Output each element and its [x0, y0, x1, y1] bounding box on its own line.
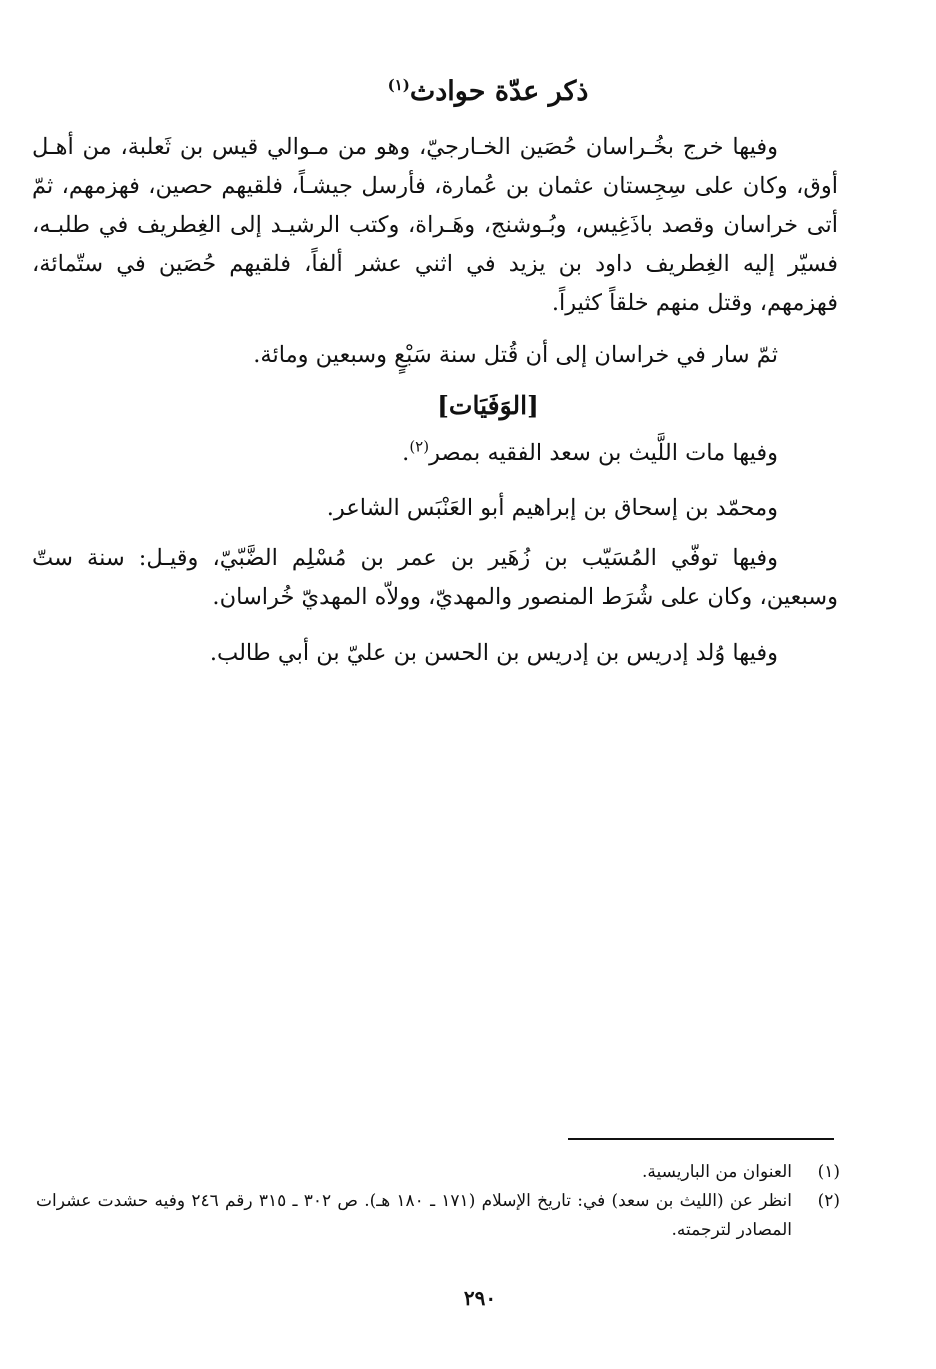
paragraph-musayyib: وفيها توفّي المُسَيّب بن زُهَير بن عمر بن مُسْلِم الضَّبّيّ، وقيـل: سنة ستّ وسبعين، وكان على شُرَط المنصور والمهديّ، وولاّه المهديّ خُراسان. [32, 545, 838, 610]
footnote-item [36, 1187, 840, 1245]
paragraph-abu-anbas: ومحمّد بن إسحاق بن إبراهيم أبو العَنْبَس الشاعر. [326, 495, 778, 521]
footnote-text: العنوان من الباريسية. [641, 1162, 792, 1182]
paragraph-layth-end: . [402, 440, 410, 466]
paragraph-layth-text: وفيها مات اللَّيث بن سعد الفقيه بمصر [429, 440, 778, 466]
title-footnote-ref: (١) [387, 76, 410, 94]
paragraph-layth-death [32, 434, 838, 473]
paragraph-idris-birth: وفيها وُلد إدريس بن إدريس بن الحسن بن عليّ بن أبي طالب. [209, 640, 778, 666]
footnote-number: (١) [817, 1162, 840, 1182]
page-title [0, 72, 936, 112]
layth-footnote-ref: (٢) [409, 437, 430, 456]
paragraph-husayn-killed: ثمّ سار في خراسان إلى أن قُتل سنة سَبْعٍ وسبعين ومائة. [253, 342, 778, 368]
section-heading-deaths: [الوَفَيَات] [437, 391, 539, 420]
page-number: ٢٩٠ [463, 1286, 497, 1310]
footnote-divider [568, 1138, 834, 1140]
footnote-number: (٢) [817, 1191, 840, 1211]
paragraph-husayn-kharijite: وفيها خرج بخُـراسان حُصَين الخـارجيّ، وهو من مـوالي قيس بن ثَعلبة، من أهـل أوق، وكان على سِجِستان عثمان بن عُمارة، فأرسل جيشـاً، فلقيهم حصين، فهزمهم، ثمّ أتى خراسان وقصد باذَغِيس، وبُـوشنج، وهَـراة، وكتب الرشيـد إلى الغِطريف في طلبـه، فسيّر إليه الغِطريف داود بن يزيد في اثني عشر ألفاً، فلقيهم حُصَين في ستّمائة، فهزمهم، وقتل منهم خلقاً كثيراً. [32, 134, 838, 316]
footnotes [36, 1158, 840, 1245]
footnote-text: انظر عن (الليث بن سعد) في: تاريخ الإسلام (١٧١ ـ ١٨٠ هـ). ص ٣٠٢ ـ ٣١٥ رقم ٢٤٦ وفيه حشدت عشرات المصادر لترجمته. [36, 1191, 792, 1240]
footnote-item [36, 1158, 840, 1187]
page-title-text: ذكر عدّة حوادث [409, 76, 589, 107]
